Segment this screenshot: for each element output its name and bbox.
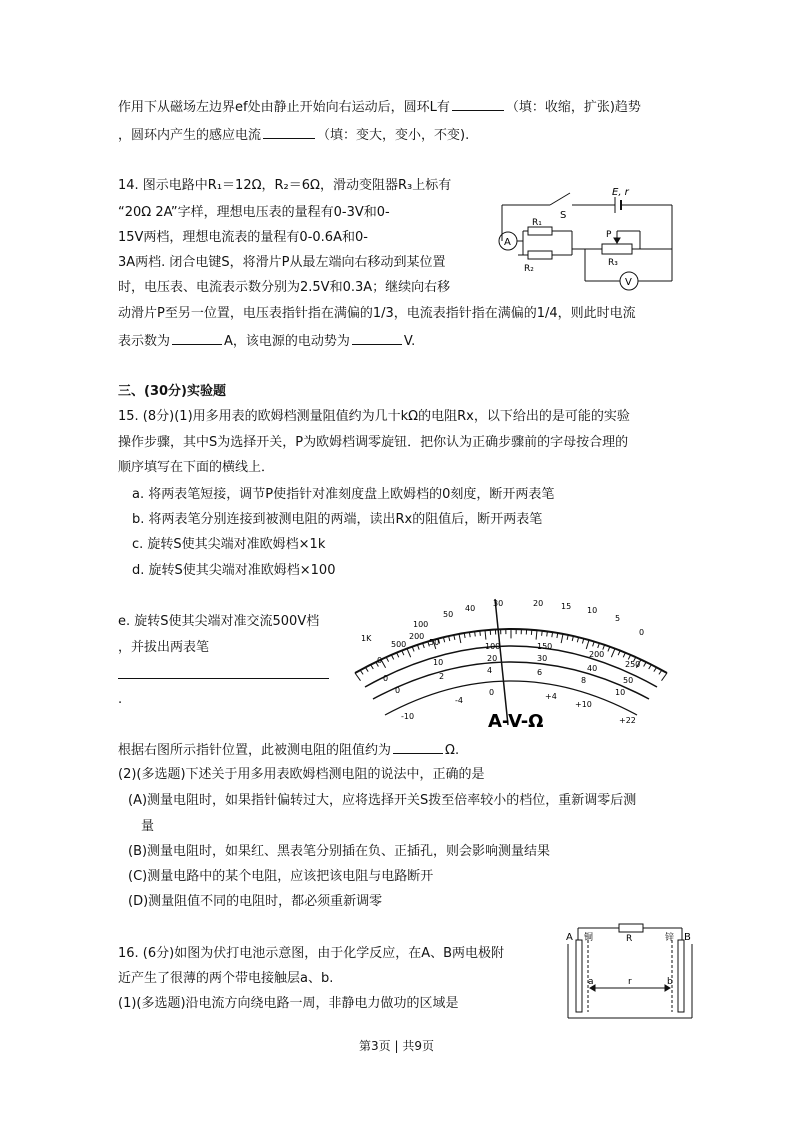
q15-option-B: (B)测量电阻时，如果红、黑表笔分别插在负、正插孔，则会影响测量结果 xyxy=(128,844,551,859)
dc-tick-label: 0 xyxy=(377,656,383,665)
ohm-tick-label: 200 xyxy=(409,632,425,641)
layer-b-label: b xyxy=(667,977,673,987)
db-tick-label: +10 xyxy=(575,700,592,709)
circuit-diagram xyxy=(490,183,680,298)
ohm-tick-label: 100 xyxy=(413,620,429,629)
copper-label: 铜 xyxy=(584,933,594,943)
q15-option-A-cont: 量 xyxy=(141,819,155,834)
dial-tick xyxy=(542,631,543,636)
q15-dot: . xyxy=(118,692,123,707)
cont-text: （填：变大，变小，不变). xyxy=(317,128,470,143)
q15-part2: (2)(多选题)下述关于用多用表欧姆档测电阻的说法中，正确的是 xyxy=(118,767,485,782)
page-footer: 第3页 | 共9页 xyxy=(359,1039,434,1053)
dc-tick-label: 250 xyxy=(625,660,641,669)
cont-line-1 xyxy=(118,97,641,117)
q16-line-2: 近产生了很薄的两个带电接触层a、b. xyxy=(118,971,334,986)
slider-label: P xyxy=(606,230,612,240)
electrode-B-label: B xyxy=(684,932,691,943)
switch-label: S xyxy=(560,210,567,221)
q14-line-5: 时，电压表、电流表示数分别为2.5V和0.3A；继续向右移 xyxy=(118,280,451,295)
voltmeter-label: V xyxy=(625,277,632,288)
ac-tick-label: 6 xyxy=(537,668,543,677)
q15-option-b: b. 将两表笔分别连接到被测电阻的两端，读出Rx的阻值后，断开两表笔 xyxy=(132,512,543,527)
q14-text: 表示数为 xyxy=(118,334,171,349)
zinc-label: 锌 xyxy=(665,933,675,943)
cont-line-2 xyxy=(118,125,469,145)
q15-option-A: (A)测量电阻时，如果指针偏转过大，应将选择开关S拨至倍率较小的档位，重新调零后测 xyxy=(128,793,637,808)
q15-line-2: 操作步骤，其中S为选择开关，P为欧姆档调零旋钮．把你认为正确步骤前的字母按合理的 xyxy=(118,435,629,450)
q15-reading xyxy=(118,740,459,760)
q15-option-d: d. 旋转S使其尖端对准欧姆档×100 xyxy=(132,563,336,578)
ohm-tick-label: 500 xyxy=(391,640,407,649)
ohm-tick-label: 0 xyxy=(639,628,645,637)
ohm-tick-label: 5 xyxy=(615,614,621,623)
answer-blank[interactable] xyxy=(352,331,402,345)
ammeter-label: A xyxy=(504,237,511,248)
ac-tick-label: 10 xyxy=(615,688,626,697)
dial-tick xyxy=(547,631,548,636)
q15-option-D: (D)测量阻值不同的电阻时，都必须重新调零 xyxy=(128,894,383,909)
ac-tick-label: 0 xyxy=(395,686,401,695)
cont-text: 作用下从磁场左边界ef处由静止开始向右运动后，圆环L有 xyxy=(118,100,450,115)
multimeter-dial xyxy=(343,595,680,735)
r2-label: R₂ xyxy=(524,264,534,274)
ohm-tick-label: 1K xyxy=(361,634,372,643)
q15-text: 根据右图所示指针位置，此被测电阻的阻值约为 xyxy=(118,743,392,758)
voltaic-cell-figure xyxy=(564,920,696,1022)
db-tick-label: -4 xyxy=(455,696,463,705)
layer-a-label: a xyxy=(588,977,594,987)
answer-blank[interactable] xyxy=(452,97,504,111)
q16-line-3: (1)(多选题)沿电流方向绕电路一周，非静电力做功的区域是 xyxy=(118,996,459,1011)
q15-option-a: a. 将两表笔短接，调节P使指针对准刻度盘上欧姆档的0刻度，断开两表笔 xyxy=(132,487,555,502)
q14-text: A，该电源的电动势为 xyxy=(224,334,350,349)
dial-tick xyxy=(480,631,481,636)
answer-blank[interactable] xyxy=(393,740,443,754)
dc-tick-label: 200 xyxy=(589,650,605,659)
q14-line-3: 15V两档，理想电流表的量程有0-0.6A和0- xyxy=(118,230,368,245)
battery-label: E, r xyxy=(612,187,629,198)
q14-text: V. xyxy=(403,334,416,349)
q15-option-c: c. 旋转S使其尖端对准欧姆档×1k xyxy=(132,537,326,552)
dc-tick-label: 50 xyxy=(429,638,440,647)
electrode-A-label: A xyxy=(566,932,573,943)
meter-label: A-V-Ω xyxy=(488,711,544,732)
ohm-tick-label: 50 xyxy=(443,610,454,619)
answer-line[interactable] xyxy=(118,678,329,679)
r3-label: R₃ xyxy=(608,258,618,268)
ohm-tick-label: 20 xyxy=(533,599,544,608)
dial-tick xyxy=(475,631,476,636)
ohm-tick-label: 15 xyxy=(561,602,572,611)
q15-option-e-cont: ，并拔出两表笔 xyxy=(118,640,210,655)
resistor-label: R xyxy=(626,934,633,944)
q15-option-e: e. 旋转S使其尖端对准交流500V档 xyxy=(118,614,320,629)
internal-r-label: r xyxy=(628,977,632,987)
ac-tick-label: 4 xyxy=(487,666,493,675)
q14-line-7 xyxy=(118,331,415,351)
q15-text: Ω. xyxy=(445,743,460,758)
db-tick-label: -10 xyxy=(401,712,415,721)
dc2-tick-label: 40 xyxy=(587,664,598,673)
dc-tick-label: 100 xyxy=(485,642,501,651)
q14-line-6: 动滑片P至另一位置，电压表指针指在满偏的1/3，电流表指针指在满偏的1/4，则此时电流 xyxy=(118,306,636,321)
ohm-tick-label: 10 xyxy=(587,606,598,615)
q15-line-1: 15. (8分)(1)用多用表的欧姆档测量阻值约为几十kΩ的电阻Rx，以下给出的是可能的实验 xyxy=(118,409,630,424)
dc2-tick-label: 50 xyxy=(623,676,634,685)
dc2-tick-label: 0 xyxy=(383,674,389,683)
ohm-tick-label: 30 xyxy=(493,599,504,608)
q14-line-1: 14. 图示电路中R₁＝12Ω，R₂＝6Ω，滑动变阻器R₃上标有 xyxy=(118,178,452,193)
q16-line-1: 16. (6分)如图为伏打电池示意图，由于化学反应，在A、B两电极附 xyxy=(118,946,505,961)
section-heading: 三、(30分)实验题 xyxy=(118,384,226,399)
dc2-tick-label: 20 xyxy=(487,654,498,663)
answer-blank[interactable] xyxy=(263,125,315,139)
q15-option-C: (C)测量电路中的某个电阻，应该把该电阻与电路断开 xyxy=(128,869,434,884)
dc-tick-label: 150 xyxy=(537,642,553,651)
q14-line-4: 3A两档. 闭合电键S，将滑片P从最左端向右移动到某位置 xyxy=(118,255,446,270)
db-tick-label: +22 xyxy=(619,716,636,725)
r1-label: R₁ xyxy=(532,218,542,228)
answer-blank[interactable] xyxy=(172,331,222,345)
dc2-tick-label: 10 xyxy=(433,658,444,667)
ohm-tick-label: 40 xyxy=(465,604,476,613)
db-tick-label: 0 xyxy=(489,688,495,697)
ac-tick-label: 2 xyxy=(439,672,445,681)
ac-tick-label: 8 xyxy=(581,676,587,685)
q14-line-2: “20Ω 2A”字样，理想电压表的量程有0-3V和0- xyxy=(118,205,390,220)
cont-text: （填：收缩，扩张)趋势 xyxy=(505,100,641,115)
cont-text: ，圆环内产生的感应电流 xyxy=(118,128,262,143)
db-tick-label: +4 xyxy=(545,692,557,701)
dc2-tick-label: 30 xyxy=(537,654,548,663)
q15-line-3: 顺序填写在下面的横线上． xyxy=(118,460,275,475)
